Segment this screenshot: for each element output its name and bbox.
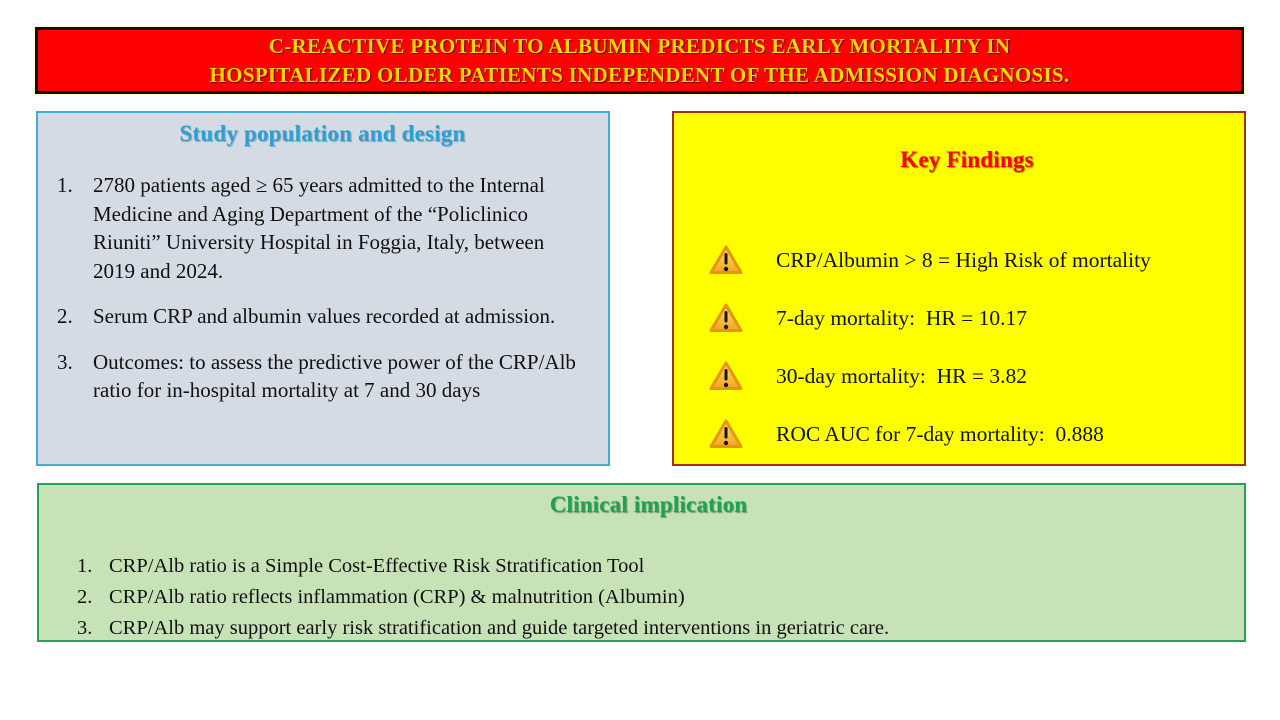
clinical-list [77, 551, 1220, 643]
clinical-item-1 [77, 551, 1220, 581]
warning-icon [708, 418, 744, 450]
clinical-item-2 [77, 582, 1220, 612]
study-population-panel [36, 111, 610, 466]
item-text: Outcomes: to assess the predictive power of the CRP/Alb ratio for in-hospital mortality at 7 and 30 days [93, 349, 576, 402]
clinical-heading: Clinical implication [549, 492, 748, 517]
warning-icon [708, 244, 744, 276]
findings-heading: Key Findings [900, 147, 1034, 172]
study-item-1 [57, 171, 588, 285]
item-number: 3. [77, 617, 93, 639]
item-text: CRP/Alb ratio is a Simple Cost-Effective Risk Stratification Tool [109, 555, 645, 577]
title-line-1: C-REACTIVE PROTEIN TO ALBUMIN PREDICTS EARLY MORTALITY IN [268, 33, 1011, 58]
study-item-2 [57, 302, 588, 331]
title-line-2: HOSPITALIZED OLDER PATIENTS INDEPENDENT OF THE ADMISSION DIAGNOSIS. [209, 62, 1070, 87]
finding-row-1 [708, 231, 1226, 289]
finding-text: 30-day mortality: HR = 3.82 [776, 363, 1027, 388]
item-number: 2. [57, 304, 73, 328]
study-list [57, 171, 588, 405]
item-text: CRP/Alb may support early risk stratification and guide targeted interventions in geriatric care. [109, 617, 890, 639]
title-banner [35, 27, 1244, 94]
clinical-item-3 [77, 613, 1220, 643]
item-text: 2780 patients aged ≥ 65 years admitted to the Internal Medicine and Aging Department of the “Policlinico Riuniti” University Hospital in Foggia, Italy, between 2019 and 2024. [93, 173, 545, 283]
warning-icon [708, 302, 744, 334]
key-findings-panel [672, 111, 1246, 466]
finding-text: ROC AUC for 7-day mortality: 0.888 [776, 421, 1104, 446]
finding-row-2 [708, 289, 1226, 347]
item-number: 1. [77, 555, 93, 577]
clinical-implication-panel [37, 483, 1246, 642]
study-heading: Study population and design [179, 121, 466, 146]
item-number: 3. [57, 349, 73, 374]
item-number: 2. [77, 586, 93, 608]
finding-text: CRP/Albumin > 8 = High Risk of mortality [776, 247, 1151, 272]
item-text: CRP/Alb ratio reflects inflammation (CRP) & malnutrition (Albumin) [109, 586, 685, 608]
warning-icon [708, 360, 744, 392]
finding-text: 7-day mortality: HR = 10.17 [776, 305, 1027, 330]
item-number: 1. [57, 173, 73, 197]
findings-list [708, 231, 1226, 463]
finding-row-3 [708, 347, 1226, 405]
item-text: Serum CRP and albumin values recorded at admission. [93, 304, 556, 328]
study-item-3 [57, 348, 588, 405]
finding-row-4 [708, 405, 1226, 463]
